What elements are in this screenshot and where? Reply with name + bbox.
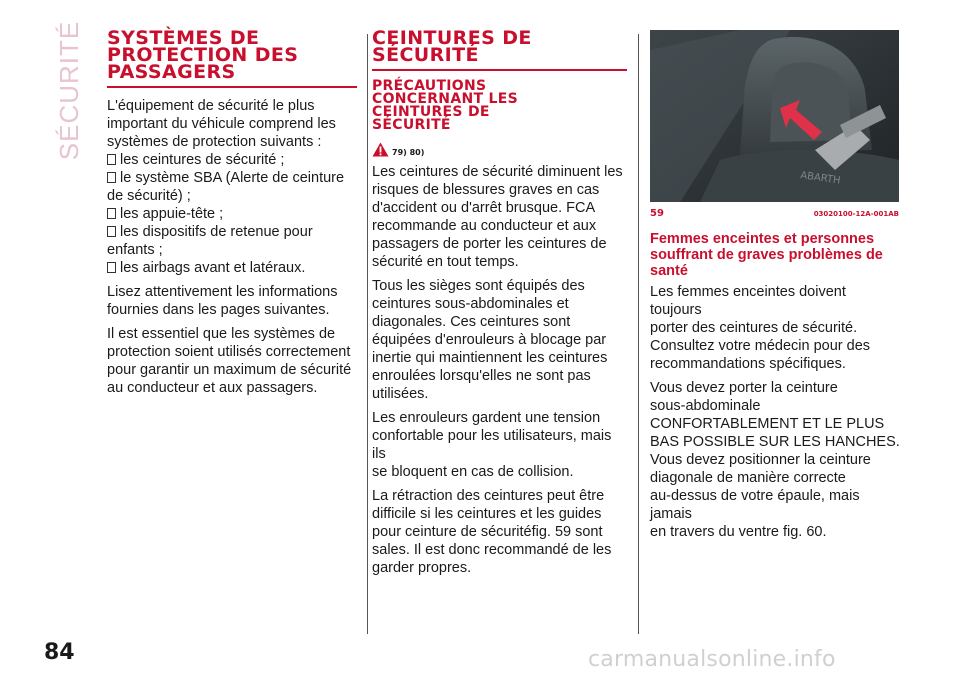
- figure-code: 03020100-12A-001AB: [813, 209, 899, 218]
- belts-reduce-risk-paragraph: Les ceintures de sécurité diminuent les risques de blessures graves en cas d'accident ou d'arrêt brusque. FCA recommande au conducteur et aux passagers de porter les ceintures de sécurité en tout temps.: [372, 164, 623, 270]
- checkbox-square-icon: [107, 154, 116, 165]
- heading-seat-belts: CEINTURES DE SÉCURITÉ: [372, 30, 627, 71]
- seats-equipped-paragraph: Tous les sièges sont équipés des ceintures sous-abdominales et diagonales. Ces ceintures sont équipées d'enrouleurs à blocage par inertie qui maintiennent les ceintures enroulées lorsqu'elles ne sont pas utilisées.: [372, 278, 608, 402]
- pregnant-women-paragraph: Les femmes enceintes doivent toujours porter des ceintures de sécurité. Consultez votre médecin pour des recommandations spécifiques.: [650, 284, 871, 372]
- intro-paragraph: L'équipement de sécurité le plus important du véhicule comprend les systèmes de protection suivants :: [107, 98, 336, 150]
- column-divider-1: [367, 34, 368, 634]
- watermark: carmanualsonline.info: [588, 647, 836, 672]
- read-carefully-paragraph: Lisez attentivement les informations fournies dans les pages suivantes.: [107, 284, 338, 318]
- list-item: les ceintures de sécurité ;: [107, 151, 357, 169]
- figure-seat-belt-guide: [650, 30, 899, 202]
- checkbox-square-icon: [107, 208, 116, 219]
- list-item: les airbags avant et latéraux.: [107, 259, 357, 277]
- column-protection-systems: [107, 27, 357, 403]
- correct-use-paragraph: Il est essentiel que les systèmes de protection soient utilisés correctement pour garantir un maximum de sécurité au conducteur et aux passagers.: [107, 326, 352, 396]
- list-item: les dispositifs de retenue pour enfants ;: [107, 224, 313, 258]
- column-divider-2: [638, 34, 639, 634]
- subheading-belt-precautions: PRÉCAUTIONS CONCERNANT LES CEINTURES DE SÉCURITÉ: [372, 78, 518, 133]
- checkbox-square-icon: [107, 262, 116, 273]
- section-side-label-text: SÉCURITÉ: [54, 20, 85, 160]
- warning-reference: [372, 142, 627, 157]
- heading-pregnant-women: Femmes enceintes et personnes souffrant de graves problèmes de santé: [650, 231, 883, 279]
- seat-belt-guide-illustration: [650, 30, 899, 202]
- retraction-difficult-paragraph: La rétraction des ceintures peut être difficile si les ceintures et les guides pour ceinture de sécuritéfig. 59 sont sales. Il est donc recommandé de les garder propres.: [372, 488, 612, 576]
- checkbox-square-icon: [107, 226, 116, 237]
- column-seat-belts: [372, 27, 627, 583]
- heading-protection-systems: SYSTÈMES DE PROTECTION DES PASSAGERS: [107, 30, 357, 88]
- belt-positioning-paragraph: Vous devez porter la ceinture sous-abdominale CONFORTABLEMENT ET LE PLUS BAS POSSIBLE SUR LES HANCHES. Vous devez positionner la ceinture diagonale de manière correcte au-dessus de votre épaule, mais jamais en travers du ventre fig. 60.: [650, 380, 900, 540]
- section-side-label: [50, 20, 90, 160]
- figure-number: 59: [650, 208, 664, 219]
- warning-reference-numbers: 79) 80): [392, 148, 425, 157]
- list-item: le système SBA (Alerte de ceinture de sécurité) ;: [107, 170, 345, 204]
- list-item: les appuie-tête ;: [107, 205, 357, 223]
- figure-caption: [650, 202, 899, 219]
- checkbox-square-icon: [107, 172, 116, 183]
- column-pregnant-women: [650, 30, 900, 547]
- warning-triangle-icon: [372, 142, 389, 157]
- protection-systems-list: [107, 151, 357, 277]
- page-number: 84: [44, 640, 75, 665]
- retractors-paragraph: Les enrouleurs gardent une tension confortable pour les utilisateurs, mais ils se bloquent en cas de collision.: [372, 410, 612, 480]
- svg-text:ABARTH: ABARTH: [799, 170, 842, 187]
